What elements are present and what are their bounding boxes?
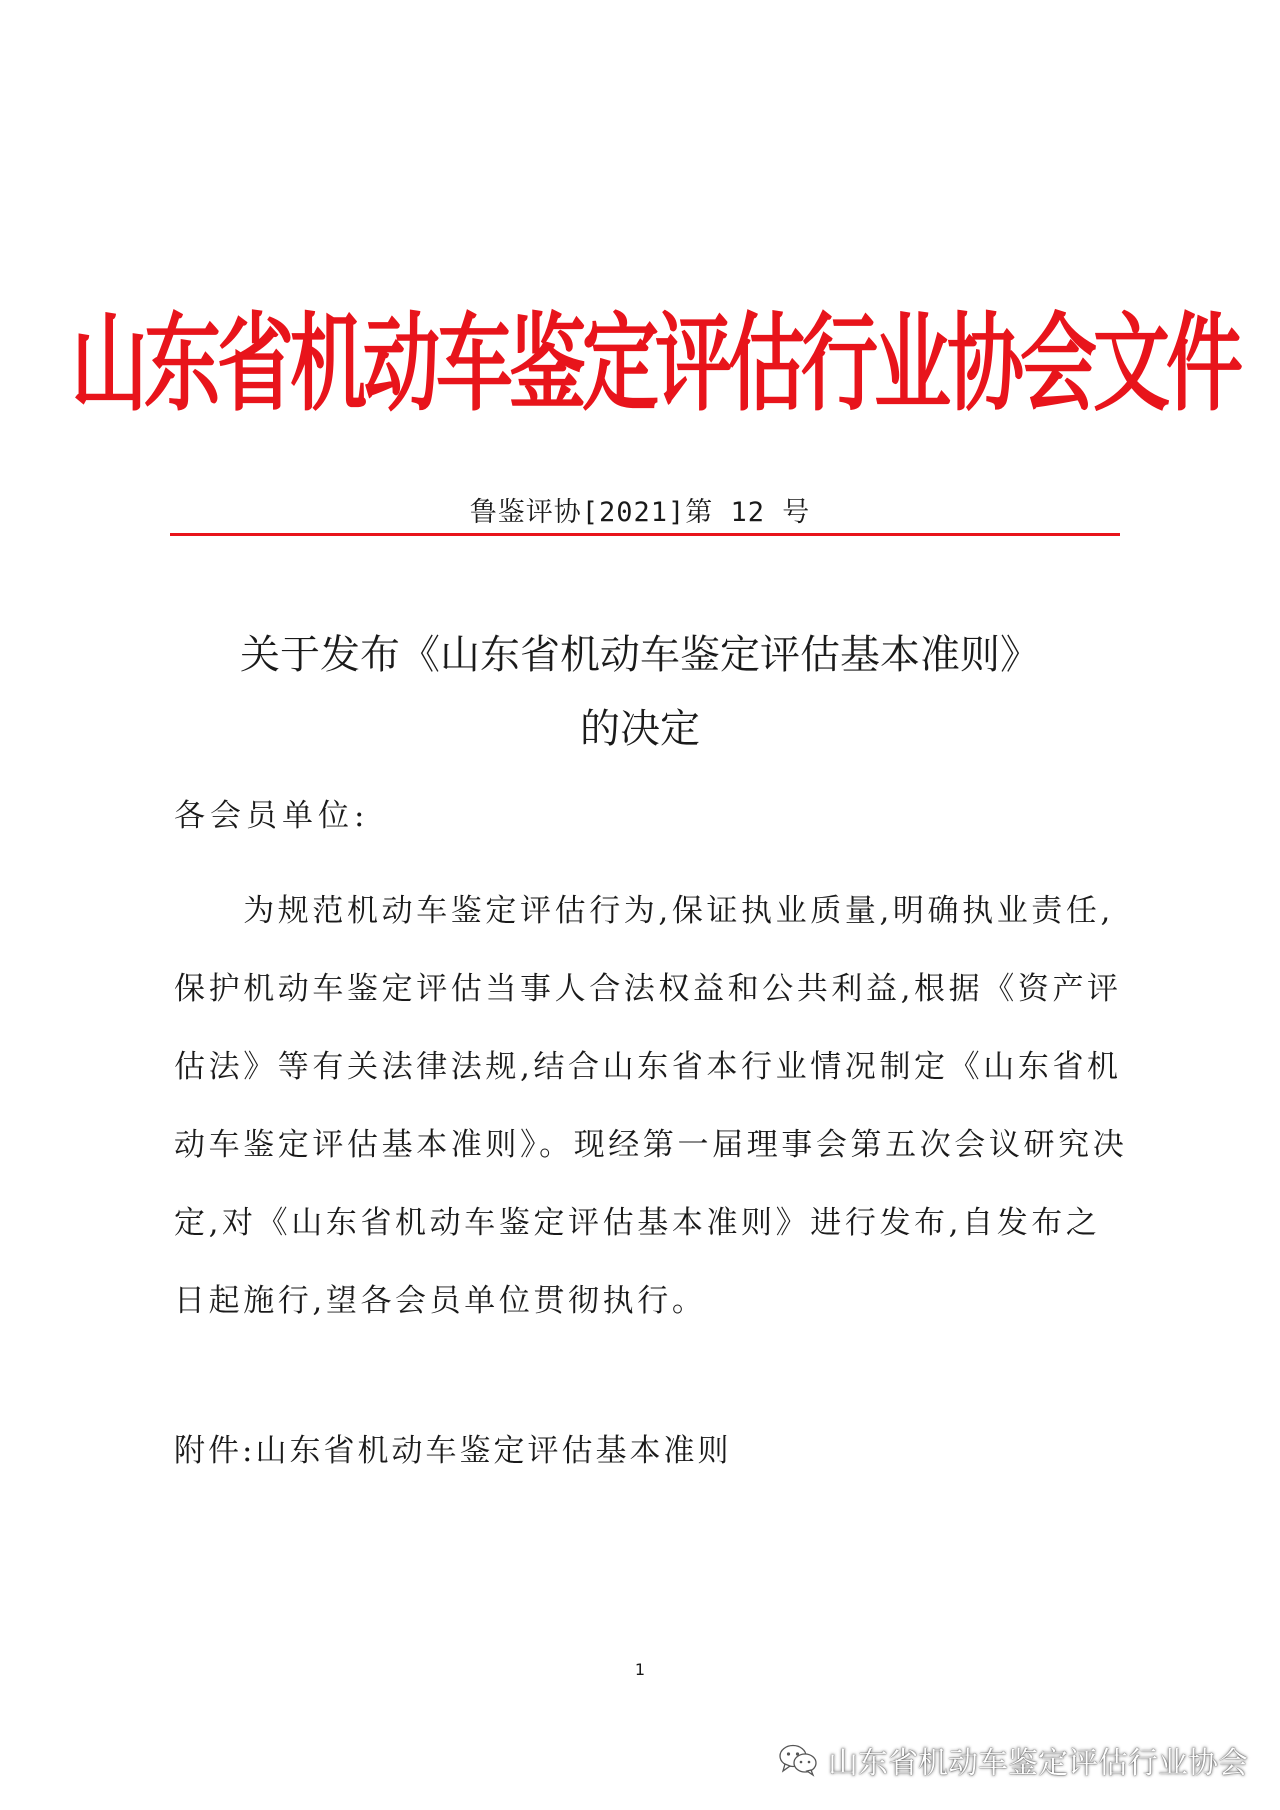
body-line: 保护机动车鉴定评估当事人合法权益和公共利益,根据《资产评 — [174, 971, 1122, 1007]
watermark-text: 山东省机动车鉴定评估行业协会 — [828, 1746, 1248, 1781]
body-line: 估法》等有关法律法规,结合山东省本行业情况制定《山东省机 — [174, 1049, 1122, 1085]
body-line: 日起施行,望各会员单位贯彻执行。 — [174, 1283, 707, 1319]
wechat-icon — [778, 1743, 818, 1777]
attachment-note: 附件:山东省机动车鉴定评估基本准则 — [174, 1433, 732, 1469]
body-line: 定,对《山东省机动车鉴定评估基本准则》进行发布,自发布之 — [174, 1205, 1101, 1241]
org-header-title: 山东省机动车鉴定评估行业协会文件 — [71, 301, 1239, 427]
document-title-line-2: 的决定 — [580, 706, 700, 752]
salutation: 各会员单位: — [174, 798, 370, 834]
document-title-line-1: 关于发布《山东省机动车鉴定评估基本准则》 — [240, 632, 1040, 678]
page-number: 1 — [634, 1660, 646, 1679]
body-line: 动车鉴定评估基本准则》。现经第一届理事会第五次会议研究决 — [174, 1127, 1128, 1163]
body-paragraph — [174, 872, 1134, 1340]
red-divider — [170, 533, 1120, 536]
document-number: 鲁鉴评协[2021]第 12 号 — [469, 497, 811, 528]
wechat-watermark — [778, 1738, 1248, 1782]
document-title — [0, 618, 1280, 766]
body-line: 为规范机动车鉴定评估行为,保证执业质量,明确执业责任, — [174, 893, 1114, 929]
